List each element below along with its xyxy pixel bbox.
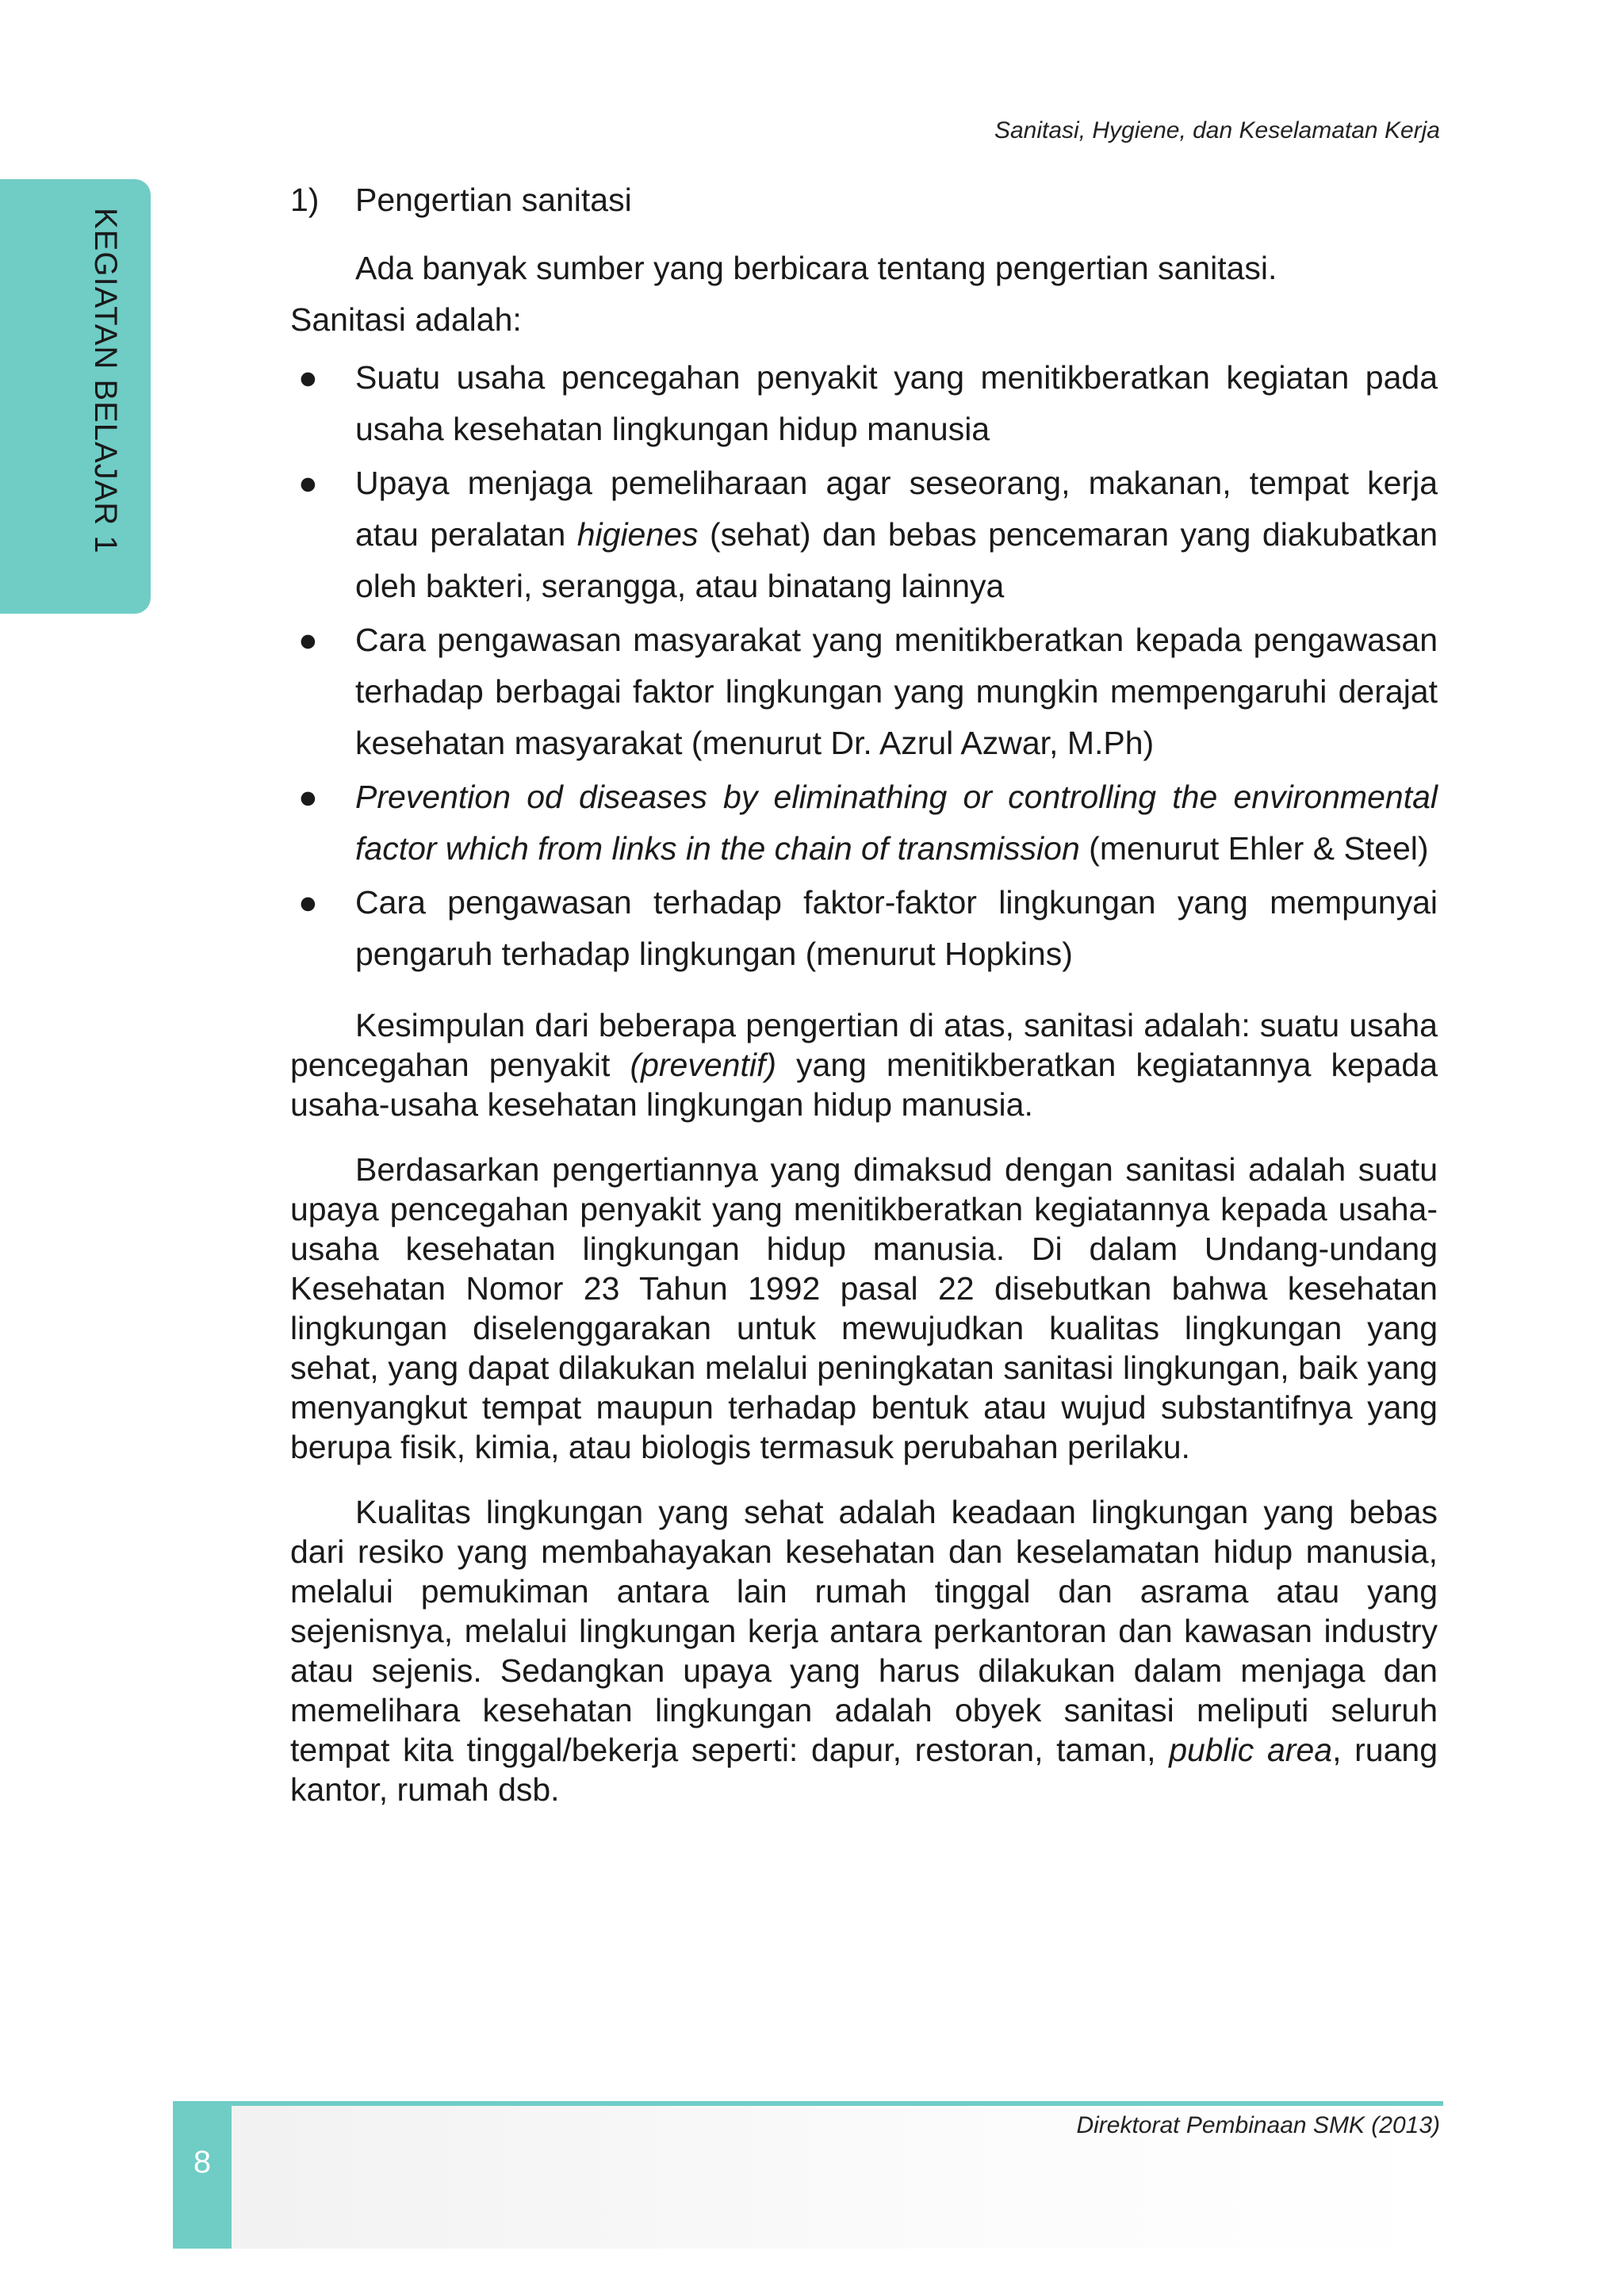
definition-text: Suatu usaha pencegahan penyakit yang menitikberatkan kegiatan pada usaha kesehatan lingkungan hidup manusia — [355, 359, 1438, 447]
definition-text: Cara pengawasan terhadap faktor-faktor lingkungan yang mempunyai pengaruh terhadap lingkungan (menurut Hopkins) — [355, 884, 1438, 972]
page-content — [290, 174, 1438, 1809]
definition-item — [290, 457, 1438, 612]
bullet-icon: ● — [298, 779, 318, 815]
definition-source: (menurut Ehler & Steel) — [1089, 830, 1429, 867]
bullet-icon: ● — [298, 359, 318, 396]
paragraph-conclusion — [290, 1005, 1438, 1124]
paragraph-text-part: Kualitas lingkungan yang sehat adalah keadaan lingkungan yang bebas dari resiko yang membahayakan kesehatan dan keselamatan hidup manusia, melalui pemukiman antara lain rumah tinggal dan asrama atau yang sejenisnya, melalui lingkungan kerja antara perkantoran dan kawasan industry atau sejenis. Sedangkan upaya yang harus dilakukan dalam menjaga dan memelihara kesehatan lingkungan adalah obyek sanitasi meliputi seluruh tempat kita tinggal/bekerja seperti: dapur, restoran, taman, — [290, 1494, 1438, 1768]
paragraph-text-part: , ruang kantor, rumah dsb. — [290, 1732, 1438, 1808]
paragraph-environment-quality — [290, 1492, 1438, 1809]
page-number: 8 — [193, 2145, 212, 2180]
section-heading — [290, 174, 1438, 226]
italic-term: public area — [1169, 1732, 1333, 1768]
paragraph-legal-basis: Berdasarkan pengertiannya yang dimaksud dengan sanitasi adalah suatu upaya pencegahan penyakit yang menitikberatkan kegiatannya kepada usaha-usaha kesehatan lingkungan hidup manusia. Di dalam Undang-undang Kesehatan Nomor 23 Tahun 1992 pasal 22 disebutkan bahwa kesehatan lingkungan diselenggarakan untuk mewujudkan kualitas lingkungan yang sehat, yang dapat dilakukan melalui peningkatan sanitasi lingkungan, baik yang menyangkut tempat maupun terhadap bentuk atau wujud substantifnya yang berupa fisik, kimia, atau biologis termasuk perubahan perilaku. — [290, 1151, 1438, 1465]
bullet-icon: ● — [298, 884, 318, 921]
section-title: Pengertian sanitasi — [355, 182, 632, 218]
definition-text: Cara pengawasan masyarakat yang menitikberatkan kepada pengawasan terhadap berbagai faktor lingkungan yang mungkin mempengaruhi derajat kesehatan masyarakat (menurut Dr. Azrul Azwar, M.Ph) — [355, 622, 1438, 761]
definition-item — [290, 614, 1438, 769]
definition-item — [290, 771, 1438, 875]
definition-list — [290, 352, 1438, 980]
definition-text-part: Upaya menjaga pemeliharaan agar seseorang, makanan, tempat kerja atau peralatan — [355, 465, 1438, 553]
chapter-side-tab-label: KEGIATAN BELAJAR 1 — [88, 208, 123, 554]
italic-term: (preventif) — [630, 1047, 777, 1083]
definition-item — [290, 352, 1438, 455]
definition-text: Prevention od diseases by eliminathing or controlling the environmental factor which from links in the chain of transmission — [355, 779, 1438, 867]
bullet-icon: ● — [298, 622, 318, 658]
paragraph-text-part: yang menitikberatkan kegiatannya kepada usaha-usaha kesehatan lingkungan hidup manusia. — [290, 1047, 1438, 1123]
definition-text — [355, 465, 1438, 604]
definition-lead: Sanitasi adalah: — [290, 301, 522, 338]
section-number: 1) — [290, 182, 320, 218]
definition-text-part: (sehat) dan bebas pencemaran yang diakubatkan oleh bakteri, serangga, atau binatang lainnya — [355, 516, 1438, 604]
paragraph-text-part: Kesimpulan dari beberapa pengertian di atas, sanitasi adalah: suatu usaha pencegahan penyakit — [290, 1007, 1438, 1083]
section-intro: Ada banyak sumber yang berbicara tentang pengertian sanitasi. — [355, 250, 1277, 286]
chapter-side-tab — [0, 179, 151, 614]
bullet-icon: ● — [298, 465, 318, 501]
definition-item — [290, 877, 1438, 980]
italic-term: higienes — [576, 516, 699, 553]
footer-publisher: Direktorat Pembinaan SMK (2013) — [1076, 2112, 1440, 2138]
footer-rule — [173, 2101, 1443, 2106]
running-header: Sanitasi, Hygiene, dan Keselamatan Kerja — [994, 117, 1440, 144]
